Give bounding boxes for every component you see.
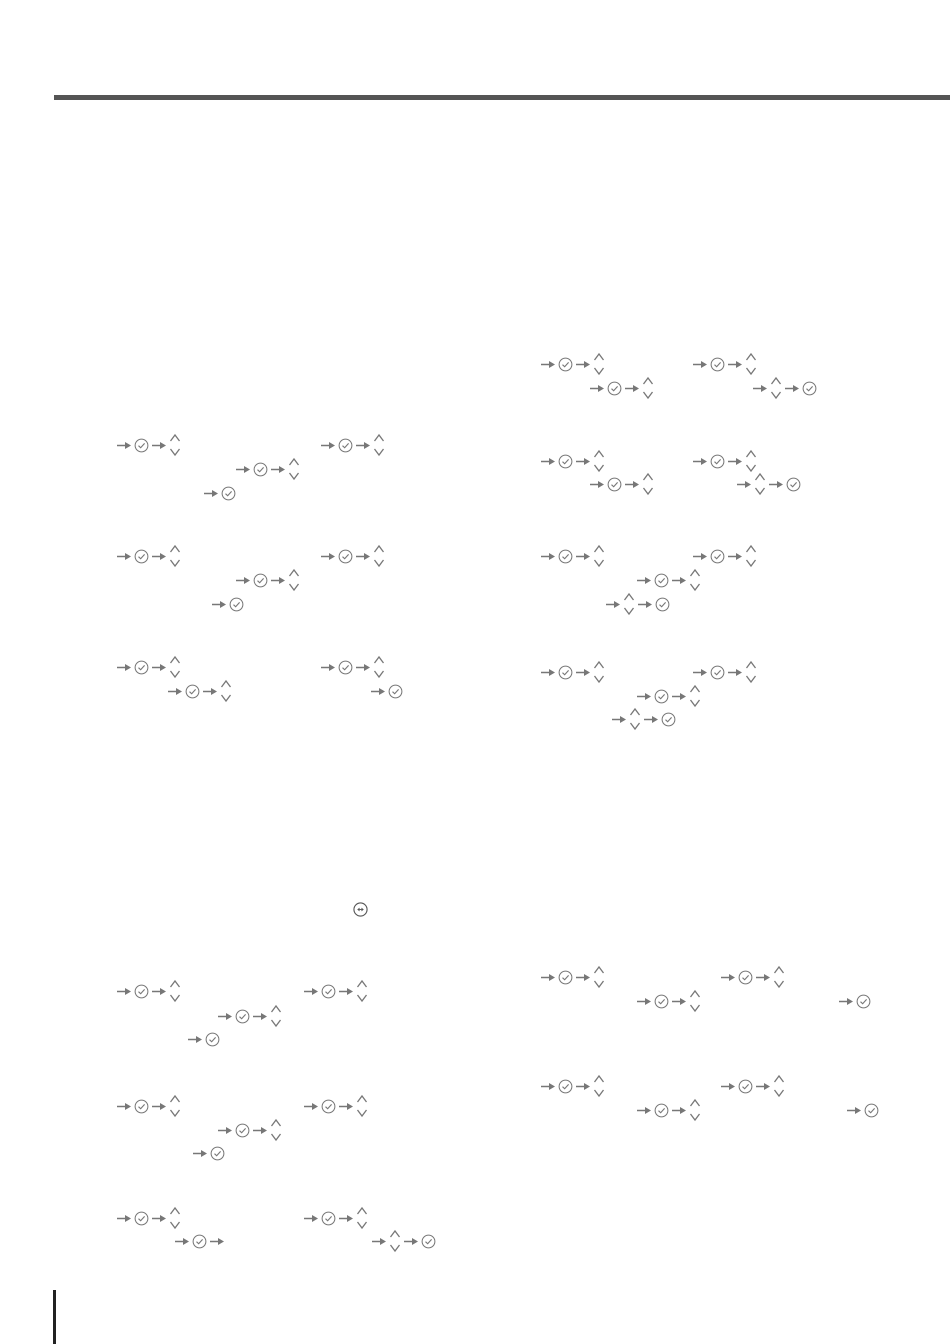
right-arrow-icon [151, 437, 167, 454]
up-down-chevron-icon [373, 432, 385, 458]
right-arrow-icon [636, 688, 652, 705]
up-down-chevron-icon [169, 432, 181, 458]
up-down-chevron-icon [689, 567, 701, 593]
right-arrow-icon [116, 1098, 132, 1115]
key-sequence [692, 658, 757, 686]
right-arrow-icon [151, 1098, 167, 1115]
check-circle-icon [338, 660, 353, 675]
right-arrow-icon [320, 437, 336, 454]
up-down-chevron-icon [689, 1097, 701, 1123]
right-arrow-icon [540, 664, 556, 681]
right-arrow-icon [589, 476, 605, 493]
check-circle-icon [856, 994, 871, 1009]
right-arrow-icon [252, 1122, 268, 1139]
right-arrow-icon [540, 969, 556, 986]
right-arrow-icon [720, 1078, 736, 1095]
check-circle-icon [654, 994, 669, 1009]
right-arrow-icon [575, 453, 591, 470]
right-arrow-icon [187, 1031, 203, 1048]
right-arrow-icon [217, 1008, 233, 1025]
key-sequence [838, 987, 871, 1015]
check-circle-icon [253, 462, 268, 477]
key-sequence [692, 350, 757, 378]
right-arrow-icon [636, 993, 652, 1010]
right-arrow-icon [320, 548, 336, 565]
key-sequence [192, 1139, 225, 1167]
up-down-chevron-icon [689, 683, 701, 709]
right-arrow-icon [338, 983, 354, 1000]
right-arrow-icon [692, 548, 708, 565]
right-arrow-icon [575, 356, 591, 373]
key-sequence [611, 705, 676, 733]
check-circle-icon [710, 665, 725, 680]
up-down-chevron-icon [593, 659, 605, 685]
check-circle-icon [786, 477, 801, 492]
right-arrow-icon [692, 664, 708, 681]
up-down-chevron-icon [356, 1093, 368, 1119]
right-arrow-icon [320, 659, 336, 676]
right-arrow-icon [736, 476, 752, 493]
up-down-chevron-icon [169, 543, 181, 569]
check-circle-icon [321, 984, 336, 999]
right-arrow-icon [605, 596, 621, 613]
right-arrow-icon [671, 688, 687, 705]
right-arrow-icon [784, 380, 800, 397]
check-circle-icon [802, 381, 817, 396]
check-circle-icon [654, 689, 669, 704]
key-sequence [371, 1227, 436, 1255]
check-circle-icon [388, 684, 403, 699]
key-sequence [217, 1116, 282, 1144]
right-arrow-icon [211, 596, 227, 613]
right-arrow-icon [270, 461, 286, 478]
up-down-chevron-icon [629, 706, 641, 732]
check-circle-icon [710, 454, 725, 469]
check-circle-icon [710, 357, 725, 372]
key-sequence [540, 1072, 605, 1100]
right-arrow-icon [540, 453, 556, 470]
right-arrow-icon [692, 356, 708, 373]
check-circle-icon [710, 549, 725, 564]
up-down-chevron-icon [773, 1073, 785, 1099]
up-down-chevron-icon [745, 543, 757, 569]
check-circle-icon [558, 970, 573, 985]
right-arrow-icon [575, 969, 591, 986]
up-down-chevron-icon [373, 543, 385, 569]
right-arrow-icon [636, 1102, 652, 1119]
key-sequence [540, 658, 605, 686]
up-down-chevron-icon [169, 1093, 181, 1119]
right-arrow-icon [752, 380, 768, 397]
check-circle-icon [235, 1123, 250, 1138]
key-sequence [636, 987, 701, 1015]
check-circle-icon [661, 712, 676, 727]
check-circle-icon [134, 660, 149, 675]
key-sequence [846, 1096, 879, 1124]
check-circle-icon [134, 1211, 149, 1226]
right-arrow-icon [209, 1233, 225, 1250]
right-arrow-icon [252, 1008, 268, 1025]
right-arrow-icon [355, 437, 371, 454]
right-arrow-icon [303, 1098, 319, 1115]
check-circle-icon [607, 381, 622, 396]
up-down-chevron-icon [593, 1073, 605, 1099]
key-sequence [720, 963, 785, 991]
right-arrow-icon [151, 983, 167, 1000]
check-circle-icon [205, 1032, 220, 1047]
right-arrow-icon [202, 683, 218, 700]
up-down-chevron-icon [288, 567, 300, 593]
key-sequence [303, 1204, 368, 1232]
check-circle-icon [134, 1099, 149, 1114]
right-arrow-icon [727, 664, 743, 681]
right-arrow-icon [217, 1122, 233, 1139]
check-circle-icon [134, 438, 149, 453]
right-arrow-icon [846, 1102, 862, 1119]
key-sequence [235, 566, 300, 594]
right-arrow-icon [116, 1210, 132, 1227]
right-arrow-icon [235, 572, 251, 589]
right-arrow-icon [116, 548, 132, 565]
right-arrow-icon [575, 548, 591, 565]
right-arrow-icon [355, 548, 371, 565]
key-sequence [589, 374, 654, 402]
right-arrow-icon [589, 380, 605, 397]
right-arrow-icon [303, 983, 319, 1000]
right-arrow-icon [151, 659, 167, 676]
check-circle-icon [321, 1099, 336, 1114]
right-arrow-icon [203, 485, 219, 502]
key-sequence [217, 1002, 282, 1030]
check-circle-icon [338, 549, 353, 564]
key-sequence [720, 1072, 785, 1100]
right-arrow-icon [235, 461, 251, 478]
key-sequence [167, 677, 232, 705]
right-arrow-icon [755, 1078, 771, 1095]
check-circle-icon [654, 573, 669, 588]
right-arrow-icon [192, 1145, 208, 1162]
right-arrow-icon [370, 683, 386, 700]
up-down-chevron-icon [689, 988, 701, 1014]
right-arrow-icon [338, 1098, 354, 1115]
key-sequence [203, 479, 236, 507]
sync-icon [353, 902, 368, 917]
key-sequence [211, 590, 244, 618]
check-circle-icon [864, 1103, 879, 1118]
check-circle-icon [558, 549, 573, 564]
key-sequence [692, 542, 757, 570]
key-sequence [540, 963, 605, 991]
right-arrow-icon [636, 572, 652, 589]
up-down-chevron-icon [593, 543, 605, 569]
check-circle-icon [738, 1079, 753, 1094]
key-sequence [116, 542, 181, 570]
check-circle-icon [134, 549, 149, 564]
check-circle-icon [210, 1146, 225, 1161]
key-sequence [187, 1025, 220, 1053]
check-circle-icon [421, 1234, 436, 1249]
check-circle-icon [558, 1079, 573, 1094]
key-sequence [605, 590, 670, 618]
key-sequence [303, 1092, 368, 1120]
key-sequence [116, 1204, 181, 1232]
check-circle-icon [192, 1234, 207, 1249]
right-arrow-icon [611, 711, 627, 728]
check-circle-icon [185, 684, 200, 699]
right-arrow-icon [403, 1233, 419, 1250]
right-arrow-icon [338, 1210, 354, 1227]
right-arrow-icon [575, 1078, 591, 1095]
right-arrow-icon [624, 380, 640, 397]
right-arrow-icon [270, 572, 286, 589]
key-sequence [174, 1227, 225, 1255]
check-circle-icon [558, 665, 573, 680]
check-circle-icon [607, 477, 622, 492]
check-circle-icon [738, 970, 753, 985]
key-sequence [235, 455, 300, 483]
right-arrow-icon [671, 1102, 687, 1119]
key-sequence [116, 431, 181, 459]
up-down-chevron-icon [389, 1228, 401, 1254]
right-arrow-icon [838, 993, 854, 1010]
check-circle-icon [221, 486, 236, 501]
header-rule [54, 95, 950, 100]
up-down-chevron-icon [288, 456, 300, 482]
check-circle-icon [229, 597, 244, 612]
up-down-chevron-icon [593, 964, 605, 990]
right-arrow-icon [768, 476, 784, 493]
up-down-chevron-icon [770, 375, 782, 401]
right-arrow-icon [727, 548, 743, 565]
up-down-chevron-icon [220, 678, 232, 704]
up-down-chevron-icon [623, 591, 635, 617]
key-sequence [589, 470, 654, 498]
right-arrow-icon [174, 1233, 190, 1250]
check-circle-icon [338, 438, 353, 453]
check-circle-icon [321, 1211, 336, 1226]
right-arrow-icon [727, 453, 743, 470]
right-arrow-icon [116, 983, 132, 1000]
key-sequence [320, 542, 385, 570]
key-sequence [370, 677, 403, 705]
key-sequence [116, 1092, 181, 1120]
margin-rule [53, 1290, 56, 1344]
right-arrow-icon [624, 476, 640, 493]
right-arrow-icon [637, 596, 653, 613]
right-arrow-icon [151, 548, 167, 565]
right-arrow-icon [720, 969, 736, 986]
right-arrow-icon [727, 356, 743, 373]
right-arrow-icon [671, 993, 687, 1010]
check-circle-icon [654, 1103, 669, 1118]
right-arrow-icon [371, 1233, 387, 1250]
up-down-chevron-icon [773, 964, 785, 990]
key-sequence [320, 431, 385, 459]
key-sequence [303, 977, 368, 1005]
up-down-chevron-icon [745, 659, 757, 685]
up-down-chevron-icon [270, 1117, 282, 1143]
key-sequence [636, 1096, 701, 1124]
right-arrow-icon [167, 683, 183, 700]
right-arrow-icon [116, 659, 132, 676]
up-down-chevron-icon [270, 1003, 282, 1029]
right-arrow-icon [575, 664, 591, 681]
up-down-chevron-icon [169, 978, 181, 1004]
right-arrow-icon [643, 711, 659, 728]
check-circle-icon [134, 984, 149, 999]
check-circle-icon [558, 454, 573, 469]
right-arrow-icon [355, 659, 371, 676]
right-arrow-icon [671, 572, 687, 589]
up-down-chevron-icon [642, 471, 654, 497]
key-sequence [116, 977, 181, 1005]
up-down-chevron-icon [356, 1205, 368, 1231]
check-circle-icon [558, 357, 573, 372]
right-arrow-icon [540, 548, 556, 565]
up-down-chevron-icon [356, 978, 368, 1004]
right-arrow-icon [303, 1210, 319, 1227]
check-circle-icon [235, 1009, 250, 1024]
right-arrow-icon [692, 453, 708, 470]
up-down-chevron-icon [642, 375, 654, 401]
up-down-chevron-icon [754, 471, 766, 497]
check-circle-icon [253, 573, 268, 588]
key-sequence [752, 374, 817, 402]
right-arrow-icon [151, 1210, 167, 1227]
check-circle-icon [655, 597, 670, 612]
right-arrow-icon [116, 437, 132, 454]
key-sequence [736, 470, 801, 498]
right-arrow-icon [540, 356, 556, 373]
right-arrow-icon [755, 969, 771, 986]
key-sequence [540, 542, 605, 570]
right-arrow-icon [540, 1078, 556, 1095]
